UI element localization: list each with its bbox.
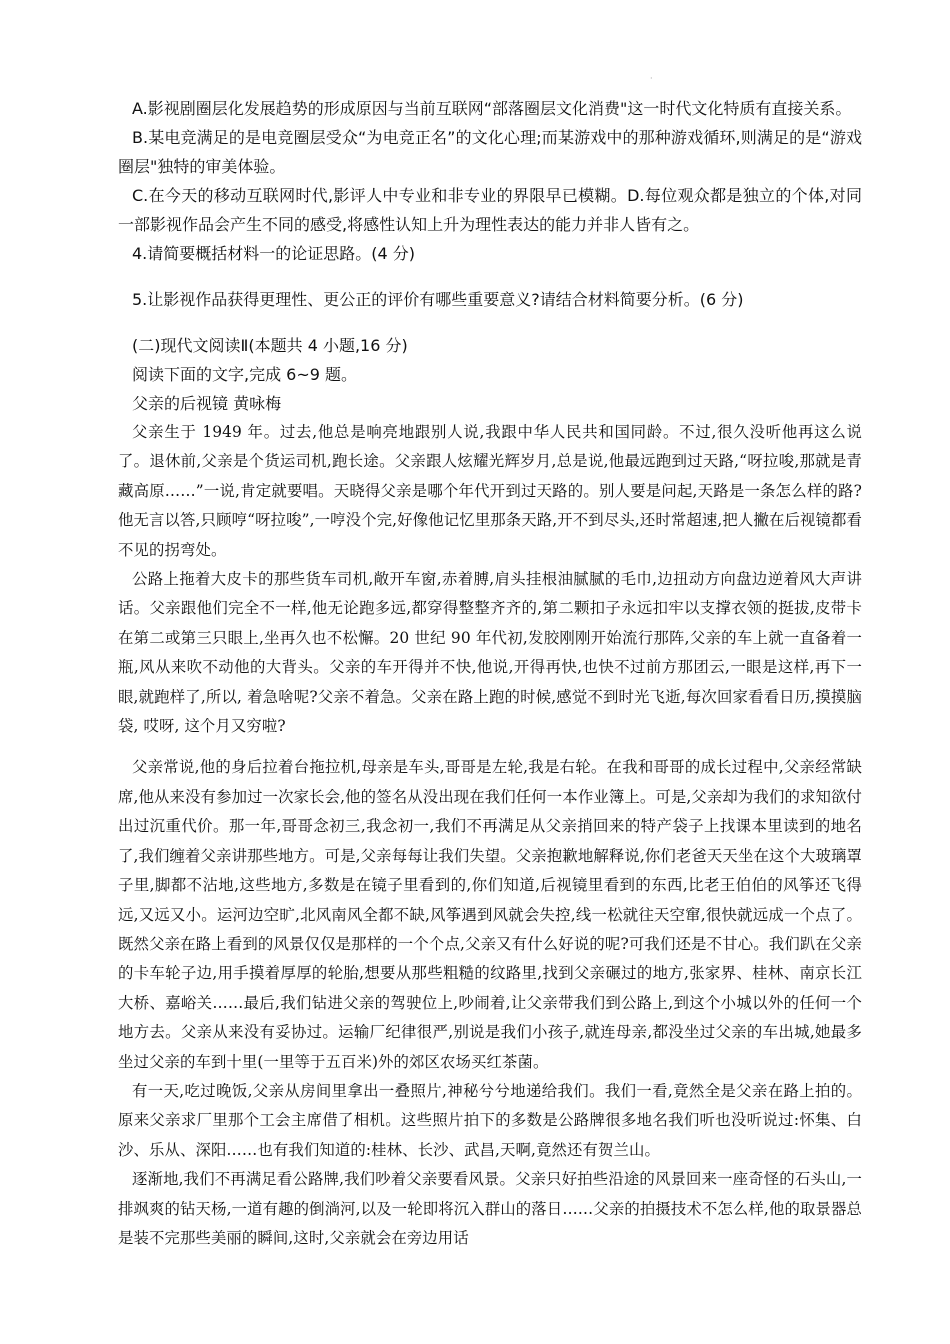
speck-mark: · [650,74,653,83]
article-paragraph: 有一天,吃过晚饭,父亲从房间里拿出一叠照片,神秘兮兮地递给我们。我们一看,竟然全是父亲在路上拍的。原来父亲求厂里那个工会主席借了相机。这些照片拍下的多数是公路牌很多地名我们听也没听说过:怀集、白沙、乐从、深阳……也有我们知道的:桂林、长沙、武昌,天啊,竟然还有贺兰山。 [118,1081,862,1159]
section-heading: (二)现代文阅读Ⅱ(本题共 4 小题,16 分) [132,336,408,355]
article-paragraph: 父亲常说,他的身后拉着台拖拉机,母亲是车头,哥哥是左轮,我是右轮。在我和哥哥的成长过程中,父亲经常缺席,他从来没有参加过一次家长会,他的签名从没出现在我们任何一本作业簿上。可是,父亲却为我们的求知欲付出过沉重代价。那一年,哥哥念初三,我念初一,我们不再满足从父亲捎回来的特产袋子上找课本里读到的地名了,我们缠着父亲讲那些地方。可是,父亲每每让我们失望。父亲抱歉地解释说,你们老爸天天坐在这个大玻璃罩子里,脚都不沾地,这些地方,多数是在镜子里看到的,你们知道,后视镜里看到的东西,比老王伯伯的风筝还飞得远,又远又小。运河边空旷,北风南风全都不缺,风筝遇到风就会失控,线一松就往天空窜,很快就远成一个点了。既然父亲在路上看到的风景仅仅是那样的一个个点,父亲又有什么好说的呢?可我们还是不甘心。我们趴在父亲的卡车轮子边,用手摸着厚厚的轮胎,想要从那些粗糙的纹路里,找到父亲碾过的地方,张家界、桂林、南京长江大桥、嘉峪关……最后,我们钻进父亲的驾驶位上,吵闹着,让父亲带我们到公路上,到这个小城以外的任何一个地方去。父亲从来没有妥协过。运输厂纪律很严,别说是我们小孩子,就连母亲,都没坐过父亲的车出城,她最多坐过父亲的车到十里(一里等于五百米)外的郊区农场买红茶菌。 [118,758,862,1071]
article-paragraph: 父亲生于 1949 年。过去,他总是响亮地跟别人说,我跟中华人民共和国同龄。不过,很久没听他再这么说了。退休前,父亲是个货运司机,跑长途。父亲跟人炫耀光辉岁月,总是说,他最远跑到过天路,“呀拉唆,那就是青藏高原……”一说,肯定就要唱。天晓得父亲是哪个年代开到过天路的。别人要是问起,天路是一条怎么样的路?他无言以答,只顾哼“呀拉唆”,一哼没个完,好像他记忆里那条天路,开不到尽头,还时常超速,把人撇在后视镜都看不见的拐弯处。 [118,423,862,559]
section-instruction: 阅读下面的文字,完成 6~9 题。 [132,365,358,384]
article-paragraph: 逐渐地,我们不再满足看公路牌,我们吵着父亲要看风景。父亲只好拍些沿途的风景回来一座奇怪的石头山,一排飒爽的钻天杨,一道有趣的倒淌河,以及一轮即将沉入群山的落日……父亲的拍摄技术不怎么样,他的取景器总是装不完那些美丽的瞬间,这时,父亲就会在旁边用话 [118,1170,862,1247]
document-page [118,94,862,1253]
option-a: A.影视剧圈层化发展趋势的形成原因与当前互联网“部落圈层文化消费"这一时代文化特质有直接关系。 [132,99,852,118]
question-4: 4.请简要概括材料一的论证思路。(4 分) [132,244,416,263]
option-c-d: C.在今天的移动互联网时代,影评人中专业和非专业的界限早已模糊。D.每位观众都是独立的个体,对同一部影视作品会产生不同的感受,将感性认知上升为理性表达的能力并非人皆有之。 [118,186,862,234]
option-b: B.某电竞满足的是电竞圈层受众“为电竞正名”的文化心理;而某游戏中的那种游戏循环,则满足的是“游戏圈层"独特的审美体验。 [118,128,862,176]
article-title: 父亲的后视镜 黄咏梅 [132,394,282,413]
question-5: 5.让影视作品获得更理性、更公正的评价有哪些重要意义?请结合材料简要分析。(6 分) [132,290,744,309]
article-paragraph: 公路上拖着大皮卡的那些货车司机,敞开车窗,赤着膊,肩头挂根油腻腻的毛巾,边扭动方向盘边逆着风大声讲话。父亲跟他们完全不一样,他无论跑多远,都穿得整整齐齐的,第二颗扣子永远扣牢以支撑衣领的挺拔,皮带卡在第二或第三只眼上,坐再久也不松懈。20 世纪 90 年代初,发胶刚刚开始流行那阵,父亲的车上就一直备着一瓶,风从来吹不动他的大背头。父亲的车开得并不快,他说,开得再快,也快不过前方那团云,一眼是这样,再下一眼,就跑样了,所以, 着急啥呢?父亲不着急。父亲在路上跑的时候,感觉不到时光飞逝,每次回家看看日历,摸摸脑袋, 哎呀, 这个月又穷啦? [118,570,862,736]
